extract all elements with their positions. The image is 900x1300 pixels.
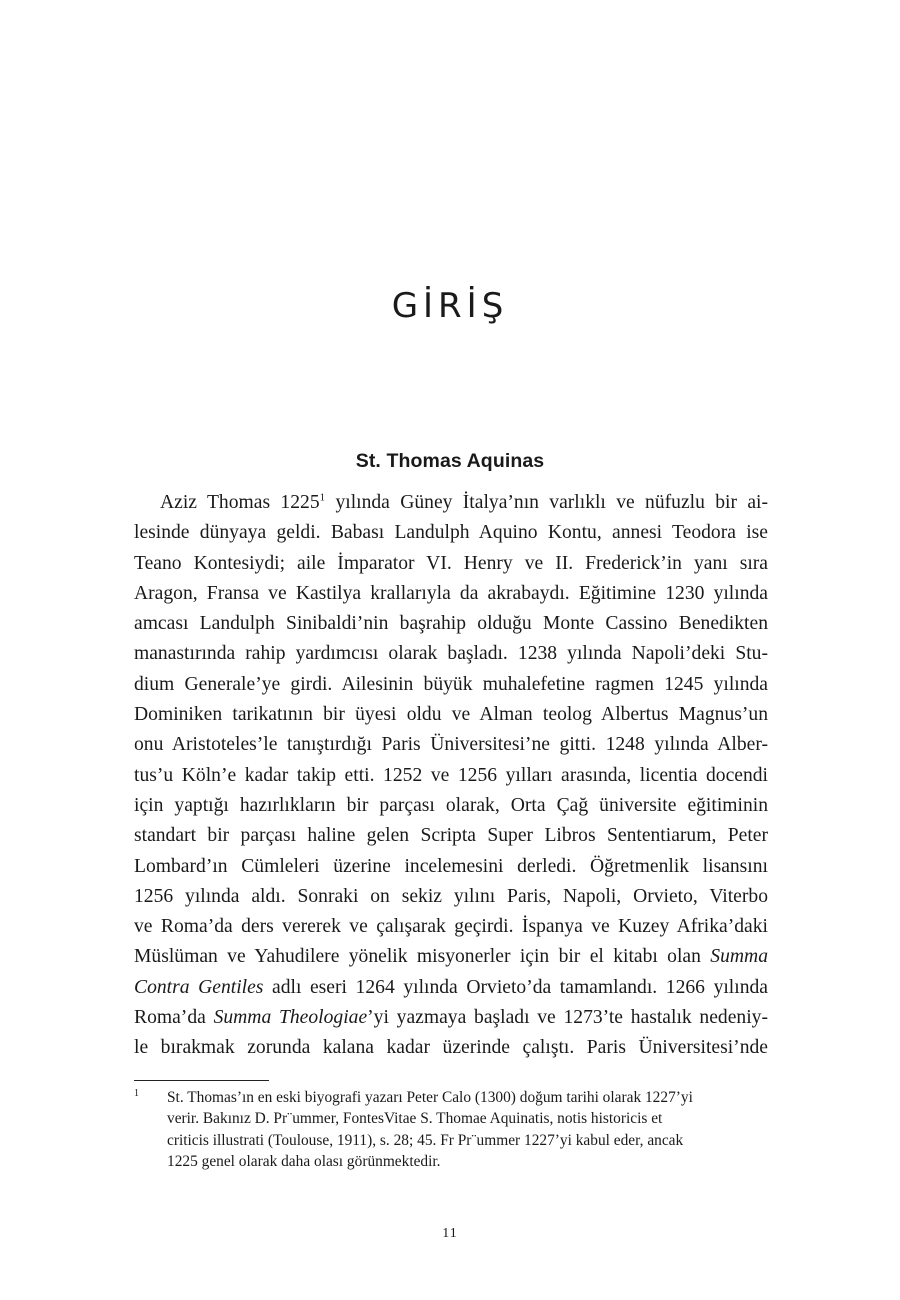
body-text-fragment: adlı eseri 1264 yılında Orvieto’da tamamlandı. 1266 yılında [263, 976, 768, 998]
chapter-title: GİRİŞ [391, 286, 509, 326]
footnote-line: verir. Bakınız D. Pr¨ummer, FontesVitae S. Thomae Aquinatis, notis historicis et [167, 1110, 663, 1128]
body-line: 1256 yılında aldı. Sonraki on sekiz yılını Paris, Napoli, Orvieto, Viterbo [134, 885, 768, 907]
footnote-reference[interactable]: 1 [319, 491, 326, 504]
body-line: le bırakmak zorunda kalana kadar üzerinde çalıştı. Paris Üniversitesi’nde [134, 1037, 768, 1059]
body-line: dium Generale’ye girdi. Ailesinin büyük muhalefetine ragmen 1245 yılında [134, 673, 768, 695]
body-line [134, 1003, 768, 1033]
footnote-line: 1225 genel olarak daha olası görünmektedir. [167, 1153, 441, 1171]
body-text-fragment: ’yi yazmaya başladı ve 1273’te hastalık nedeniy- [367, 1007, 768, 1029]
body-line: manastırında rahip yardımcısı olarak başladı. 1238 yılında Napoli’deki Stu- [134, 643, 768, 665]
body-line: standart bir parçası haline gelen Scripta Super Libros Sententiarum, Peter [134, 825, 768, 847]
body-text-fragment: Müslüman ve Yahudilere yönelik misyonerler için bir el kitabı olan [134, 946, 701, 968]
body-line: Dominiken tarikatının bir üyesi oldu ve Alman teolog Albertus Magnus’un [134, 704, 768, 726]
body-line: ve Roma’da ders vererek ve çalışarak geçirdi. İspanya ve Kuzey Afrika’daki [134, 916, 768, 938]
body-line: tus’u Köln’e kadar takip etti. 1252 ve 1256 yılları arasında, licentia docendi [134, 764, 768, 786]
body-line: amcası Landulph Sinibaldi’nin başrahip olduğu Monte Cassino Benedikten [134, 613, 768, 635]
section-heading: St. Thomas Aquinas [355, 450, 545, 472]
body-line: Aragon, Fransa ve Kastilya krallarıyla da akrabaydı. Eğitimine 1230 yılında [134, 582, 768, 604]
body-text-fragment: yılında Güney İtalya’nın varlıklı ve nüfuzlu bir ai- [325, 492, 768, 513]
italic-title: Summa Theologiae [213, 1007, 368, 1029]
body-text-fragment: Roma’da [134, 1007, 214, 1029]
body-line: Teano Kontesiydi; aile İmparator VI. Henry ve II. Frederick’in yanı sıra [134, 552, 768, 574]
footnote-line: criticis illustrati (Toulouse, 1911), s. 28; 45. Fr Pr¨ummer 1227’yi kabul eder, ancak [167, 1131, 684, 1149]
body-line: lesinde dünyaya geldi. Babası Landulph Aquino Kontu, annesi Teodora ise [134, 522, 768, 544]
italic-title: Summa [710, 946, 768, 968]
footnote-divider [134, 1080, 269, 1081]
body-line [134, 488, 768, 518]
footnote [134, 1087, 768, 1173]
body-line [134, 942, 768, 972]
italic-title: Contra Gentiles [134, 976, 264, 998]
page-number: 11 [442, 1226, 458, 1241]
body-line: Lombard’ın Cümleleri üzerine incelemesini derledi. Öğretmenlik lisansını [134, 855, 768, 877]
body-line: onu Aristoteles’le tanıştırdığı Paris Üniversitesi’ne gitti. 1248 yılında Alber- [134, 734, 768, 756]
body-line [134, 973, 768, 1003]
body-text [134, 488, 768, 1064]
body-line: için yaptığı hazırlıkların bir parçası olarak, Orta Çağ üniversite eğitiminin [134, 794, 768, 816]
body-text-fragment: Aziz Thomas 1225 [160, 492, 320, 513]
footnote-line: St. Thomas’ın en eski biyografi yazarı Peter Calo (1300) doğum tarihi olarak 1227’yi [167, 1089, 693, 1106]
footnote-marker: 1 [134, 1088, 139, 1099]
